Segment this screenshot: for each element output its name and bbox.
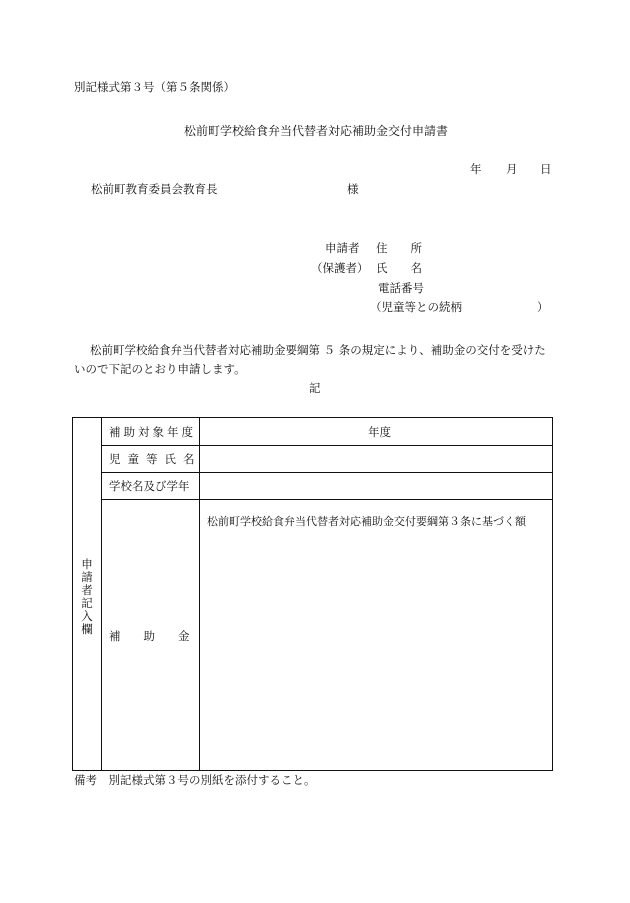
table-divider-label bbox=[199, 418, 200, 770]
side-label-char: 請 bbox=[81, 570, 93, 584]
row-label-subsidy: 補 助 金 bbox=[109, 629, 190, 643]
side-label-char: 欄 bbox=[81, 622, 93, 636]
row-label-fiscal-year: 補助対象年度 bbox=[109, 425, 196, 439]
table-divider-row1 bbox=[101, 445, 552, 446]
ki-label: 記 bbox=[309, 381, 321, 395]
row-label-child-name: 児童等氏名 bbox=[109, 452, 202, 466]
body-text-line2: いので下記のとおり申請します。 bbox=[74, 362, 246, 376]
name-label: 氏 名 bbox=[376, 261, 422, 275]
date-month-label: 月 bbox=[506, 162, 518, 176]
applicant-entry-column-label bbox=[73, 558, 101, 636]
remarks-note: 備考 別記様式第３号の別紙を添付すること。 bbox=[74, 773, 316, 787]
date-day-label: 日 bbox=[540, 162, 552, 176]
phone-label: 電話番号 bbox=[378, 281, 424, 295]
table-divider-row2 bbox=[101, 472, 552, 473]
table-divider-row3 bbox=[101, 499, 552, 500]
relation-close: ） bbox=[537, 300, 549, 314]
side-label-char: 申 bbox=[81, 557, 93, 571]
applicant-label: 申請者 bbox=[325, 241, 360, 255]
row-value-subsidy[interactable]: 松前町学校給食弁当代替者対応補助金交付要綱第３条に基づく額 bbox=[207, 515, 526, 528]
body-text-line1: 松前町学校給食弁当代替者対応補助金要綱第 ５ 条の規定により、補助金の交付を受けた bbox=[90, 343, 546, 357]
date-year-label: 年 bbox=[470, 162, 482, 176]
side-label-char: 者 bbox=[81, 583, 93, 597]
relation-label: （児童等との続柄 bbox=[370, 300, 462, 314]
row-value-fiscal-year[interactable]: 年度 bbox=[368, 425, 391, 439]
row-label-school-grade: 学校名及び学年 bbox=[109, 479, 190, 493]
form-number: 別記様式第３号（第５条関係） bbox=[74, 80, 235, 94]
application-table bbox=[72, 417, 553, 771]
side-label-char: 記 bbox=[81, 596, 93, 610]
address-label: 住 所 bbox=[376, 241, 422, 255]
form-title: 松前町学校給食弁当代替者対応補助金交付申請書 bbox=[184, 124, 449, 138]
table-divider-side bbox=[101, 418, 102, 770]
guardian-label: （保護者） bbox=[311, 261, 369, 275]
honorific: 様 bbox=[347, 182, 359, 196]
addressee: 松前町教育委員会教育長 bbox=[91, 182, 218, 196]
side-label-char: 入 bbox=[81, 609, 93, 623]
